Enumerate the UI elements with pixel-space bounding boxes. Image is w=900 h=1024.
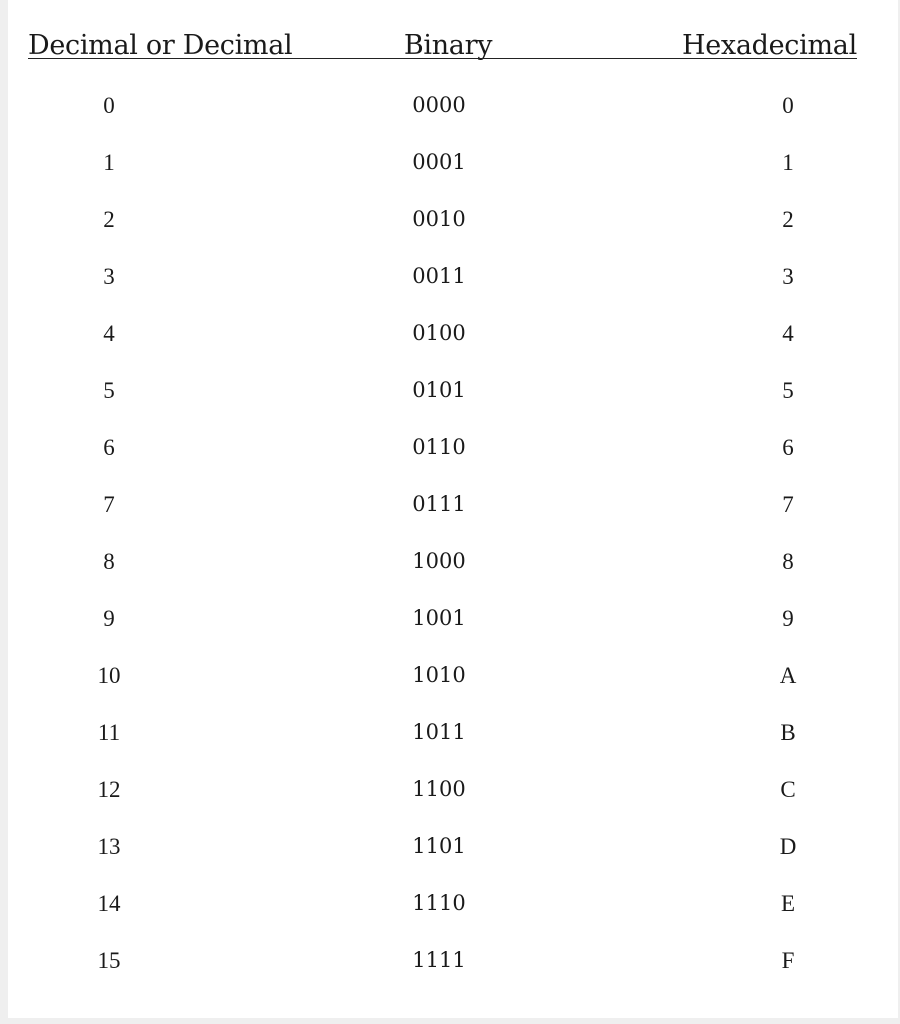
table-row [8, 761, 898, 818]
conversion-table-body [8, 77, 898, 989]
decimal-cell: 2 [103, 207, 115, 232]
hex-cell: 9 [782, 606, 794, 631]
binary-cell: 0000 [412, 93, 466, 117]
binary-cell: 1100 [412, 777, 466, 801]
hex-cell: 5 [782, 378, 794, 403]
decimal-cell: 9 [103, 606, 115, 631]
table-row [8, 704, 898, 761]
hex-cell: 1 [782, 150, 794, 175]
decimal-cell: 5 [103, 378, 115, 403]
table-row [8, 419, 898, 476]
binary-cell: 0100 [412, 321, 466, 345]
document-page [8, 0, 898, 1018]
table-row [8, 134, 898, 191]
decimal-cell: 13 [97, 834, 121, 859]
table-row [8, 362, 898, 419]
table-row [8, 533, 898, 590]
hex-cell: D [779, 834, 797, 859]
table-row [8, 191, 898, 248]
table-row [8, 647, 898, 704]
hex-cell: B [780, 720, 796, 745]
binary-cell: 0101 [412, 378, 466, 402]
hex-cell: A [779, 663, 797, 688]
header-decimal: Decimal or Decimal [28, 30, 293, 61]
decimal-cell: 1 [103, 150, 115, 175]
decimal-cell: 0 [103, 93, 115, 118]
decimal-cell: 3 [103, 264, 115, 289]
binary-cell: 0111 [412, 492, 466, 516]
binary-cell: 0001 [412, 150, 466, 174]
hex-cell: 8 [782, 549, 794, 574]
binary-cell: 1101 [412, 834, 466, 858]
binary-cell: 1001 [412, 606, 466, 630]
hex-cell: 2 [782, 207, 794, 232]
decimal-cell: 14 [97, 891, 121, 916]
table-row [8, 248, 898, 305]
header-underline [28, 58, 857, 59]
hex-cell: 3 [782, 264, 794, 289]
table-row [8, 590, 898, 647]
decimal-cell: 10 [97, 663, 121, 688]
decimal-cell: 8 [103, 549, 115, 574]
decimal-cell: 4 [103, 321, 115, 346]
binary-cell: 0110 [412, 435, 466, 459]
table-row [8, 932, 898, 989]
binary-cell: 1110 [412, 891, 466, 915]
binary-cell: 0011 [412, 264, 466, 288]
table-row [8, 77, 898, 134]
decimal-cell: 11 [97, 720, 121, 745]
hex-cell: 7 [782, 492, 794, 517]
binary-cell: 1111 [412, 948, 466, 972]
header-binary: Binary [403, 30, 493, 61]
hex-cell: F [781, 948, 795, 973]
table-row [8, 305, 898, 362]
decimal-cell: 15 [97, 948, 121, 973]
decimal-cell: 12 [97, 777, 121, 802]
table-row [8, 818, 898, 875]
table-row [8, 476, 898, 533]
decimal-cell: 6 [103, 435, 115, 460]
header-hexadecimal: Hexadecimal [682, 30, 857, 61]
hex-cell: E [780, 891, 796, 916]
hex-cell: 4 [782, 321, 794, 346]
binary-cell: 1011 [412, 720, 466, 744]
table-row [8, 875, 898, 932]
hex-cell: 0 [782, 93, 794, 118]
binary-cell: 1010 [412, 663, 466, 687]
decimal-cell: 7 [103, 492, 115, 517]
binary-cell: 1000 [412, 549, 466, 573]
hex-cell: 6 [782, 435, 794, 460]
hex-cell: C [780, 777, 796, 802]
binary-cell: 0010 [412, 207, 466, 231]
